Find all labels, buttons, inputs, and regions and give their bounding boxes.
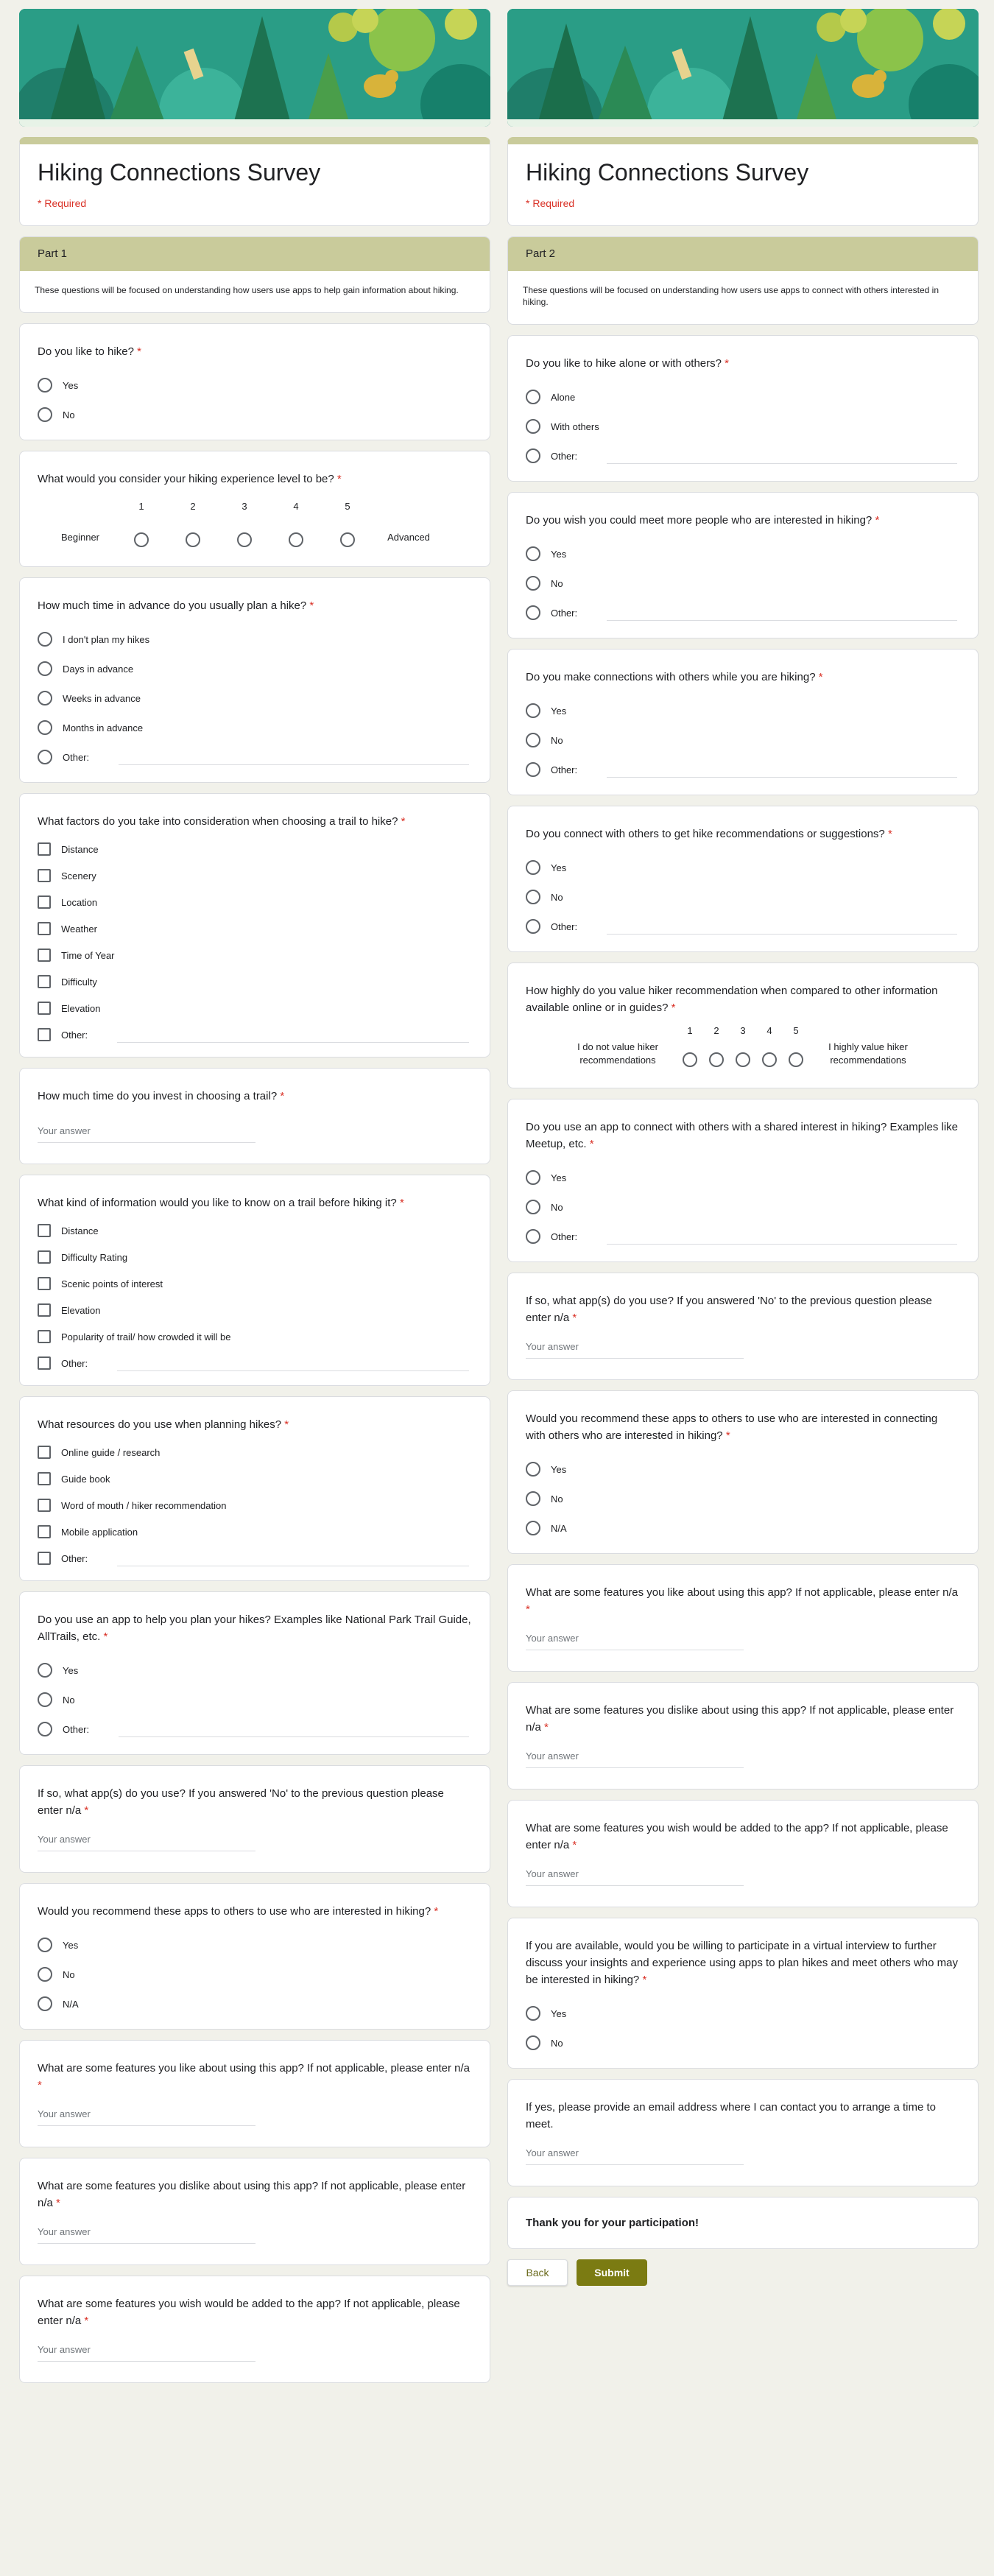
checkbox-option[interactable]: Location — [38, 889, 472, 915]
checkbox[interactable] — [38, 1499, 51, 1512]
radio-option[interactable]: Yes — [526, 1454, 960, 1484]
scale-radio-3[interactable] — [736, 1052, 750, 1067]
required-note: * Required — [38, 197, 87, 209]
form-navigation — [507, 2259, 979, 2286]
checkbox-option[interactable]: Scenery — [38, 862, 472, 889]
question-title: If you are available, would you be willing to participate in a virtual interview to further discuss your insights and experience using apps to plan hikes and meet others who may be interested in hiking? * — [526, 1940, 958, 1986]
form-title: Hiking Connections Survey — [526, 159, 809, 186]
checkbox[interactable] — [38, 869, 51, 882]
scale-radio-5[interactable] — [340, 532, 355, 547]
scale-radio-4[interactable] — [762, 1052, 777, 1067]
radio-option[interactable]: No — [526, 1192, 960, 1222]
back-button[interactable]: Back — [507, 2259, 568, 2286]
question-title: What are some features you dislike about using this app? If not applicable, please enter n/a * — [526, 1704, 954, 1734]
question-card — [507, 806, 979, 952]
question-title: What would you consider your hiking experience level to be? * — [38, 473, 342, 485]
scale-radio-2[interactable] — [186, 532, 200, 547]
short-answer-input[interactable]: Your answer — [38, 2108, 255, 2126]
checkbox[interactable] — [38, 1552, 51, 1565]
radio-button[interactable] — [38, 1722, 52, 1736]
form-title: Hiking Connections Survey — [38, 159, 321, 186]
question-title: Would you recommend these apps to others to use who are interested in connecting with others who are interested in hiking? * — [526, 1412, 938, 1442]
question-card — [19, 2158, 490, 2265]
checkbox[interactable] — [38, 1028, 51, 1041]
checkbox-option[interactable]: Difficulty Rating — [38, 1244, 472, 1270]
radio-option[interactable]: No — [526, 882, 960, 912]
checkbox-option[interactable]: Elevation — [38, 1297, 472, 1323]
section-description: These questions will be focused on understanding how users use apps to help gain information about hiking. — [35, 285, 459, 295]
radio-button[interactable] — [526, 605, 540, 620]
radio-button[interactable] — [526, 448, 540, 463]
checkbox-option[interactable]: Time of Year — [38, 942, 472, 968]
radio-option[interactable]: Weeks in advance — [38, 683, 472, 713]
question-title: Do you use an app to connect with others with a shared interest in hiking? Examples like Meetup, etc. * — [526, 1121, 958, 1150]
question-card — [19, 323, 490, 440]
radio-option[interactable]: No — [38, 400, 472, 429]
question-card — [507, 335, 979, 482]
question-card — [507, 1918, 979, 2069]
question-title: How highly do you value hiker recommendation when compared to other information available online or in guides? * — [526, 985, 938, 1014]
question-card — [507, 2079, 979, 2186]
radio-option-other[interactable]: Other: — [526, 755, 960, 784]
checkbox[interactable] — [38, 1330, 51, 1343]
section-header: Part 2 — [508, 237, 978, 271]
radio-button[interactable] — [526, 762, 540, 777]
checkbox-option[interactable]: Mobile application — [38, 1518, 472, 1545]
radio-option[interactable]: With others — [526, 412, 960, 441]
radio-option-other[interactable]: Other: — [526, 441, 960, 471]
question-card — [507, 492, 979, 638]
linear-scale: I do not value hiker recommendations 1 2 3 4 5 I highly value hiker recommendations — [526, 1025, 960, 1071]
checkbox-option[interactable]: Weather — [38, 915, 472, 942]
radio-button[interactable] — [526, 419, 540, 434]
question-title: What resources do you use when planning hikes? * — [38, 1418, 289, 1431]
radio-option[interactable]: No — [526, 1484, 960, 1513]
radio-button[interactable] — [38, 720, 52, 735]
radio-option-other[interactable]: Other: — [38, 1714, 472, 1744]
other-text-input[interactable] — [117, 1550, 469, 1566]
radio-option[interactable]: Yes — [38, 370, 472, 400]
checkbox[interactable] — [38, 975, 51, 988]
radio-option[interactable]: Yes — [526, 1163, 960, 1192]
checkbox[interactable] — [38, 1356, 51, 1370]
section-part-2 — [507, 236, 979, 325]
scale-radio-4[interactable] — [289, 532, 303, 547]
question-title: What are some features you wish would be added to the app? If not applicable, please enter n/a * — [526, 1822, 948, 1851]
radio-option[interactable]: Yes — [526, 853, 960, 882]
question-card — [19, 1591, 490, 1755]
radio-button[interactable] — [526, 733, 540, 747]
question-title: How much time do you invest in choosing a trail? * — [38, 1090, 285, 1102]
checkbox-option[interactable]: Word of mouth / hiker recommendation — [38, 1492, 472, 1518]
checkbox[interactable] — [38, 1303, 51, 1317]
checkbox[interactable] — [38, 1446, 51, 1459]
radio-option[interactable]: Days in advance — [38, 654, 472, 683]
radio-button[interactable] — [526, 1229, 540, 1244]
checkbox-option-other[interactable]: Other: — [38, 1021, 472, 1048]
other-text-input[interactable] — [607, 1228, 957, 1245]
radio-option-other[interactable]: Other: — [526, 598, 960, 627]
other-text-input[interactable] — [607, 918, 957, 935]
short-answer-input[interactable]: Your answer — [38, 2344, 255, 2362]
scale-high-label: I highly value hiker recommendations — [828, 1041, 908, 1066]
required-note: * Required — [526, 197, 575, 209]
question-card — [19, 793, 490, 1058]
checkbox-option[interactable]: Popularity of trail/ how crowded it will be — [38, 1323, 472, 1350]
scale-radio-1[interactable] — [134, 532, 149, 547]
radio-option[interactable]: Yes — [526, 696, 960, 725]
checkbox[interactable] — [38, 1002, 51, 1015]
question-card — [507, 963, 979, 1088]
question-card — [507, 1099, 979, 1262]
question-card — [507, 1273, 979, 1380]
radio-button[interactable] — [38, 1967, 52, 1982]
header-banner-image — [507, 9, 979, 127]
short-answer-input[interactable]: Your answer — [38, 1834, 255, 1851]
radio-option[interactable]: Yes — [526, 539, 960, 569]
short-answer-input[interactable]: Your answer — [38, 2226, 255, 2244]
question-title: If so, what app(s) do you use? If you answered 'No' to the previous question please enter n/a * — [38, 1787, 444, 1817]
question-card — [19, 1883, 490, 2030]
question-title: What are some features you wish would be added to the app? If not applicable, please enter n/a * — [38, 2298, 460, 2327]
radio-button[interactable] — [38, 407, 52, 422]
question-card — [19, 1175, 490, 1386]
checkbox[interactable] — [38, 1472, 51, 1485]
checkbox-option[interactable]: Distance — [38, 1217, 472, 1244]
question-title: Do you like to hike? * — [38, 345, 141, 358]
radio-option[interactable]: No — [38, 1685, 472, 1714]
radio-button[interactable] — [526, 1521, 540, 1535]
question-card — [507, 1390, 979, 1554]
section-header: Part 1 — [20, 237, 490, 271]
question-title: What are some features you like about using this app? If not applicable, please enter n/a * — [38, 2062, 470, 2091]
scale-radio-2[interactable] — [709, 1052, 724, 1067]
checkbox[interactable] — [38, 1525, 51, 1538]
question-title: Do you connect with others to get hike recommendations or suggestions? * — [526, 828, 892, 840]
radio-option[interactable]: Alone — [526, 382, 960, 412]
radio-button[interactable] — [38, 378, 52, 393]
checkbox-option[interactable]: Distance — [38, 836, 472, 862]
radio-option[interactable]: No — [526, 2028, 960, 2058]
other-text-input[interactable] — [607, 448, 957, 464]
checkbox-option[interactable]: Online guide / research — [38, 1439, 472, 1465]
checkbox-option-other[interactable]: Other: — [38, 1350, 472, 1376]
section-part-1 — [19, 236, 490, 313]
radio-option[interactable]: No — [526, 725, 960, 755]
radio-option[interactable]: N/A — [38, 1989, 472, 2019]
scale-high-label: Advanced — [387, 532, 430, 543]
header-banner-image — [19, 9, 490, 127]
short-answer-input[interactable]: Your answer — [526, 1750, 744, 1768]
radio-button[interactable] — [526, 2006, 540, 2021]
radio-button[interactable] — [526, 890, 540, 904]
question-card — [507, 1564, 979, 1672]
radio-button[interactable] — [38, 661, 52, 676]
short-answer-input[interactable]: Your answer — [526, 1341, 744, 1359]
short-answer-input[interactable]: Your answer — [526, 1633, 744, 1650]
form-title-card — [19, 137, 490, 226]
scale-radio-3[interactable] — [237, 532, 252, 547]
checkbox[interactable] — [38, 1224, 51, 1237]
question-card — [507, 649, 979, 795]
question-card — [507, 1682, 979, 1790]
radio-button[interactable] — [526, 1200, 540, 1214]
question-title: Would you recommend these apps to others to use who are interested in hiking? * — [38, 1905, 439, 1918]
radio-button[interactable] — [38, 1938, 52, 1952]
checkbox-option[interactable]: Scenic points of interest — [38, 1270, 472, 1297]
checkbox[interactable] — [38, 1250, 51, 1264]
question-card — [19, 577, 490, 783]
question-card — [19, 1068, 490, 1164]
scale-low-label: Beginner — [60, 532, 100, 543]
short-answer-input[interactable]: Your answer — [38, 1125, 255, 1143]
other-text-input[interactable] — [117, 1027, 469, 1043]
question-card — [19, 2276, 490, 2383]
submit-button[interactable]: Submit — [577, 2259, 647, 2286]
radio-button[interactable] — [526, 919, 540, 934]
email-input[interactable]: Your answer — [526, 2147, 744, 2165]
radio-button[interactable] — [526, 546, 540, 561]
linear-scale: Beginner 1 2 3 4 5 Advanced — [38, 501, 472, 547]
form-title-card — [507, 137, 979, 226]
radio-option[interactable]: No — [526, 569, 960, 598]
radio-option[interactable]: N/A — [526, 1513, 960, 1543]
radio-option-other[interactable]: Other: — [526, 912, 960, 941]
other-text-input[interactable] — [607, 761, 957, 778]
form-column-part-2 — [507, 9, 979, 2286]
question-card — [19, 2040, 490, 2147]
question-card — [19, 1396, 490, 1581]
radio-button[interactable] — [526, 1170, 540, 1185]
thank-you-card: Thank you for your participation! — [507, 2197, 979, 2249]
radio-option[interactable]: Months in advance — [38, 713, 472, 742]
section-description: These questions will be focused on understanding how users use apps to connect with others interested in hiking. — [523, 285, 940, 307]
short-answer-input[interactable]: Your answer — [526, 1868, 744, 1886]
radio-button[interactable] — [526, 576, 540, 591]
question-card — [19, 1765, 490, 1873]
checkbox-option-other[interactable]: Other: — [38, 1545, 472, 1572]
question-title: What kind of information would you like to know on a trail before hiking it? * — [38, 1197, 404, 1209]
radio-option[interactable]: Yes — [38, 1655, 472, 1685]
checkbox[interactable] — [38, 895, 51, 909]
question-title: If yes, please provide an email address where I can contact you to arrange a time to meet. — [526, 2101, 936, 2130]
radio-button[interactable] — [526, 1491, 540, 1506]
question-title: What are some features you like about using this app? If not applicable, please enter n/a * — [526, 1586, 959, 1616]
radio-button[interactable] — [38, 632, 52, 647]
scale-low-label: I do not value hiker recommendations — [577, 1041, 658, 1066]
radio-button[interactable] — [38, 1692, 52, 1707]
radio-option-other[interactable]: Other: — [526, 1222, 960, 1251]
checkbox[interactable] — [38, 842, 51, 856]
radio-button[interactable] — [526, 860, 540, 875]
radio-button[interactable] — [526, 2035, 540, 2050]
question-card — [19, 451, 490, 567]
radio-option[interactable]: Yes — [526, 1999, 960, 2028]
radio-button[interactable] — [38, 750, 52, 764]
question-title: If so, what app(s) do you use? If you answered 'No' to the previous question please enter n/a * — [526, 1295, 932, 1324]
scale-radio-5[interactable] — [789, 1052, 803, 1067]
checkbox-option[interactable]: Guide book — [38, 1465, 472, 1492]
form-column-part-1 — [19, 9, 490, 2383]
question-title: Do you wish you could meet more people who are interested in hiking? * — [526, 514, 880, 527]
checkbox[interactable] — [38, 949, 51, 962]
radio-button[interactable] — [38, 1663, 52, 1678]
other-text-input[interactable] — [119, 749, 469, 765]
checkbox[interactable] — [38, 1277, 51, 1290]
radio-option[interactable]: I don't plan my hikes — [38, 624, 472, 654]
radio-button[interactable] — [526, 703, 540, 718]
radio-option[interactable]: Yes — [38, 1930, 472, 1960]
radio-button[interactable] — [526, 390, 540, 404]
other-text-input[interactable] — [119, 1721, 469, 1737]
radio-button[interactable] — [38, 691, 52, 705]
radio-option-other[interactable]: Other: — [38, 742, 472, 772]
checkbox-option[interactable]: Difficulty — [38, 968, 472, 995]
radio-button[interactable] — [38, 1996, 52, 2011]
question-title: Do you make connections with others while you are hiking? * — [526, 671, 823, 683]
question-title: What factors do you take into consideration when choosing a trail to hike? * — [38, 815, 406, 828]
radio-button[interactable] — [526, 1462, 540, 1477]
checkbox[interactable] — [38, 922, 51, 935]
radio-option[interactable]: No — [38, 1960, 472, 1989]
question-title: How much time in advance do you usually plan a hike? * — [38, 599, 314, 612]
question-title: Do you like to hike alone or with others? * — [526, 357, 729, 370]
question-card — [507, 1800, 979, 1907]
scale-radio-1[interactable] — [683, 1052, 697, 1067]
question-title: What are some features you dislike about using this app? If not applicable, please enter n/a * — [38, 2180, 466, 2209]
question-title: Do you use an app to help you plan your hikes? Examples like National Park Trail Guide, AllTrails, etc. * — [38, 1613, 471, 1643]
other-text-input[interactable] — [117, 1355, 469, 1371]
checkbox-option[interactable]: Elevation — [38, 995, 472, 1021]
other-text-input[interactable] — [607, 605, 957, 621]
